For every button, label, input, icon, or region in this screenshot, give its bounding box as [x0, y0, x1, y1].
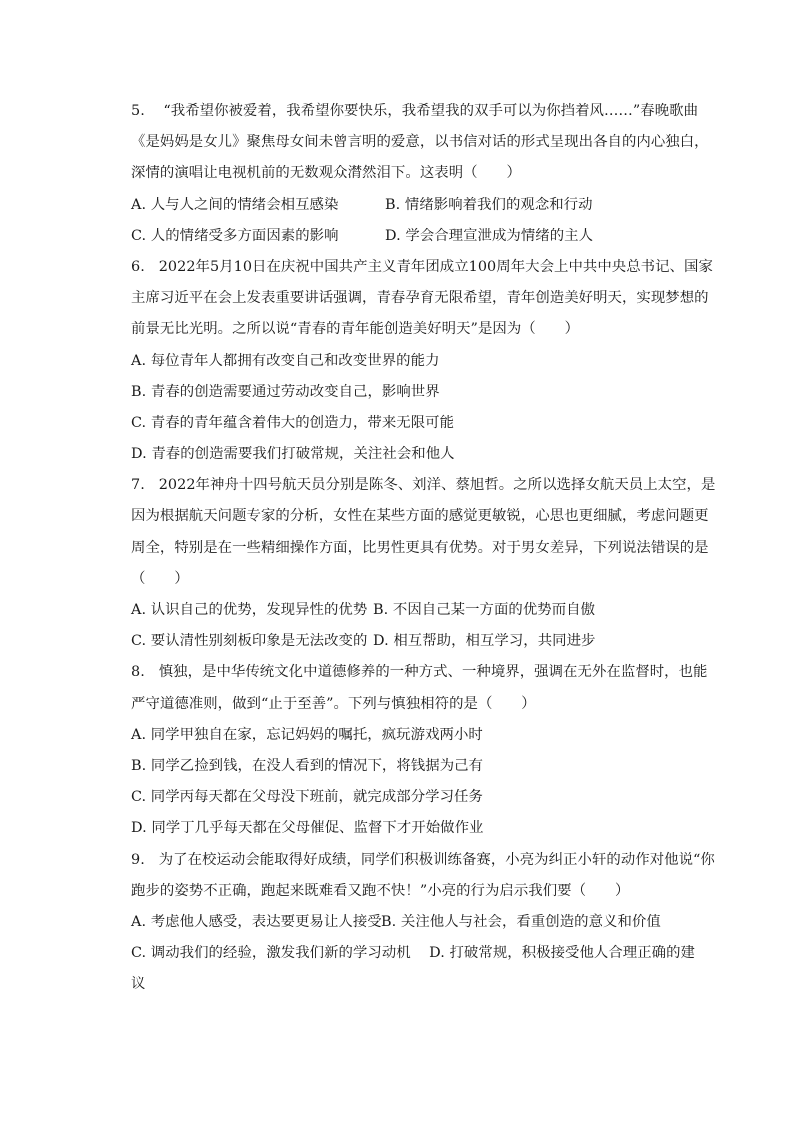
option-row	[131, 595, 695, 626]
question-stem-line: 6. 2022年5月10日在庆祝中国共产主义青年团成立100周年大会上中共中央总书记、国家	[131, 258, 713, 275]
option-b[interactable]: B. 青春的创造需要通过劳动改变自己，影响世界	[131, 383, 440, 400]
option-row	[131, 907, 695, 938]
question-stem-line: 因为根据航天问题专家的分析，女性在某些方面的感觉更敏锐，心思也更细腻，考虑问题更	[131, 508, 709, 525]
option-a[interactable]: A. 认识自己的优势，发现异性的优势	[131, 602, 368, 618]
option-a[interactable]: A. 同学甲独自在家，忘记妈妈的嘱托，疯玩游戏两小时	[131, 726, 483, 743]
option-a[interactable]: A. 每位青年人都拥有改变自己和改变世界的能力	[131, 352, 440, 369]
option-row	[131, 221, 695, 252]
option-d[interactable]: D. 同学丁几乎每天都在父母催促、监督下才开始做作业	[131, 820, 484, 837]
question-number: 6.	[131, 258, 145, 275]
question-list	[131, 96, 716, 1000]
question-stem-line: （ ）	[131, 570, 189, 587]
question-number: 9.	[131, 851, 145, 868]
option-d[interactable]: D. 青春的创造需要我们打破常规，关注社会和他人	[131, 446, 455, 463]
question-7	[131, 470, 716, 657]
question-stem-line: 跑步的姿势不正确，跑起来既难看又跑不快！”小亮的行为启示我们要（ ）	[131, 882, 630, 899]
question-number: 5.	[131, 103, 145, 119]
option-b[interactable]: B. 情绪影响着我们的观念和行动	[385, 196, 593, 213]
option-b[interactable]: B. 不因自己某一方面的优势而自傲	[373, 602, 596, 618]
question-stem-line: 严守道德准则，做到“止于至善”。下列与慎独相符的是（ ）	[131, 695, 536, 712]
question-5	[131, 96, 709, 252]
option-c[interactable]: C. 调动我们的经验，激发我们新的学习动机	[131, 945, 411, 962]
question-stem-line: 深情的演唱让电视机前的无数观众潸然泪下。这表明（ ）	[131, 165, 521, 182]
question-stem-line: 8. 慎独，是中华传统文化中道德修养的一种方式、一种境界，强调在无外在监督时，也能	[131, 664, 708, 681]
option-row	[131, 626, 695, 657]
option-d-continuation: 议	[131, 976, 146, 993]
option-c[interactable]: C. 青春的青年蕴含着伟大的创造力，带来无限可能	[131, 414, 455, 431]
question-stem-line: 前景无比光明。之所以说“青春的青年能创造美好明天”是因为（ ）	[131, 321, 580, 338]
question-stem-line: 5. “我希望你被爱着，我希望你要快乐，我希望我的双手可以为你挡着风……”春晚歌曲	[131, 103, 699, 119]
option-d[interactable]: D. 打破常规，积极接受他人合理正确的建	[429, 945, 695, 962]
question-stem-line: 9. 为了在校运动会能取得好成绩，同学们积极训练备赛，小亮为纠正小轩的动作对他说“你	[131, 851, 715, 868]
option-a[interactable]: A. 考虑他人感受，表达要更易让人接受	[131, 913, 382, 930]
option-a[interactable]: A. 人与人之间的情绪会相互感染	[131, 196, 339, 213]
question-6	[131, 252, 713, 470]
option-c[interactable]: C. 同学丙每天都在父母没下班前，就完成部分学习任务	[131, 789, 483, 806]
question-stem-line: 主席习近平在会上发表重要讲话强调，青春孕育无限希望，青年创造美好明天，实现梦想的	[131, 290, 709, 307]
option-row	[131, 190, 695, 221]
option-d[interactable]: D. 学会合理宣泄成为情绪的主人	[385, 227, 594, 244]
option-d[interactable]: D. 相互帮助，相互学习，共同进步	[373, 633, 596, 650]
option-row	[131, 938, 695, 969]
question-stem-line: 《是妈妈是女儿》聚焦母女间未曾言明的爱意，以书信对话的形式呈现出各自的内心独白，	[131, 134, 709, 151]
question-number: 8.	[131, 664, 145, 681]
question-stem-line: 7. 2022年神舟十四号航天员分别是陈冬、刘洋、蔡旭哲。之所以选择女航天员上太空，是	[131, 477, 716, 494]
question-number: 7.	[131, 477, 145, 494]
option-b[interactable]: B. 关注他人与社会，看重创造的意义和价值	[381, 913, 661, 930]
question-9	[131, 845, 715, 1001]
option-c[interactable]: C. 人的情绪受多方面因素的影响	[131, 227, 339, 244]
option-c[interactable]: C. 要认清性别刻板印象是无法改变的	[131, 633, 368, 650]
question-stem-line: 周全，特别是在一些精细操作方面，比男性更具有优势。对于男女差异，下列说法错误的是	[131, 539, 709, 556]
question-8	[131, 657, 708, 844]
option-b[interactable]: B. 同学乙捡到钱，在没人看到的情况下，将钱据为己有	[131, 757, 484, 774]
